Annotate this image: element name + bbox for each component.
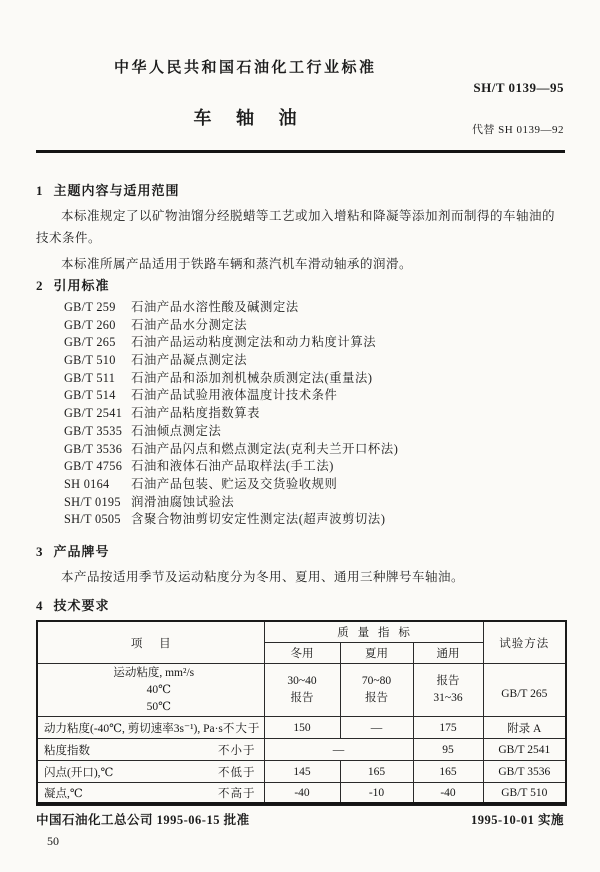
- section-1-title: 主题内容与适用范围: [53, 183, 180, 198]
- spec-table: [36, 620, 567, 806]
- kinematic-viscosity-label: 运动粘度, mm²/s: [113, 667, 195, 679]
- reference-item: [36, 352, 566, 370]
- scope-paragraph-2: 本标准所属产品适用于铁路车辆和蒸汽机车滑动轴承的润滑。: [61, 256, 413, 271]
- col-header-winter: 冬用: [264, 643, 340, 664]
- reference-item: [36, 334, 566, 352]
- reference-title: 石油和液体石油产品取样法(手工法): [131, 459, 334, 474]
- reference-item: [36, 299, 566, 317]
- winter-viscosity-values: [264, 664, 340, 717]
- reference-item: [36, 494, 566, 512]
- header-divider: [36, 150, 565, 153]
- section-1-heading: [36, 180, 180, 199]
- reference-item: [36, 387, 566, 405]
- col-header-quality-index: 质 量 指 标: [264, 621, 483, 643]
- dynamic-viscosity-item: [37, 717, 264, 739]
- reference-code: GB/T 260: [64, 317, 116, 332]
- reference-item: [36, 405, 566, 423]
- reference-code: GB/T 510: [64, 353, 116, 368]
- reference-item: [36, 458, 566, 476]
- pour-point-winter: -40: [264, 783, 340, 805]
- section-3-number: 3: [36, 544, 44, 559]
- pour-point-method: GB/T 510: [483, 783, 566, 805]
- section-3-body: [36, 566, 566, 588]
- viscosity-index-item: [37, 739, 264, 761]
- summer-50-value: 报告: [365, 692, 388, 704]
- section-4-title: 技术要求: [53, 598, 110, 613]
- reference-title: 石油产品水分测定法: [131, 317, 248, 332]
- reference-code: GB/T 514: [64, 388, 116, 403]
- document-title: 车 轴 油: [193, 108, 299, 128]
- reference-title: 石油产品水溶性酸及碱测定法: [131, 300, 299, 314]
- col-header-item: 项 目: [37, 621, 264, 664]
- spec-table-container: [36, 620, 565, 806]
- viscosity-index-winter-summer: —: [264, 739, 413, 761]
- reference-code: GB/T 259: [64, 300, 116, 314]
- section-2-heading: [36, 275, 110, 294]
- general-40-value: 报告: [436, 675, 460, 687]
- section-4-number: 4: [36, 598, 44, 613]
- reference-code: GB/T 3536: [64, 441, 123, 456]
- reference-item: [36, 317, 566, 335]
- reference-title: 含聚合物油剪切安定性测定法(超声波剪切法): [131, 512, 386, 527]
- flash-point-item: [37, 761, 264, 783]
- kinematic-viscosity-row: [37, 664, 566, 717]
- section-2-number: 2: [36, 278, 44, 293]
- section-2-title: 引用标准: [53, 278, 110, 293]
- reference-title: 石油产品包装、贮运及交货验收规则: [131, 476, 338, 491]
- dynamic-viscosity-label: 动力粘度(-40℃, 剪切速率3s⁻¹), Pa·s: [44, 722, 223, 735]
- flash-point-general: 165: [413, 761, 483, 783]
- viscosity-index-method: GB/T 2541: [483, 739, 566, 761]
- reference-code: SH 0164: [64, 476, 110, 491]
- replaces-note: 代替 SH 0139—92: [471, 124, 564, 136]
- summer-40-value: 70~80: [361, 675, 392, 687]
- page-number: 50: [47, 834, 59, 848]
- dynamic-viscosity-winter: 150: [264, 717, 340, 739]
- dynamic-viscosity-method: 附录 A: [483, 717, 566, 739]
- dynamic-viscosity-qualifier: 不大于: [222, 722, 261, 735]
- section-3-title: 产品牌号: [53, 544, 110, 559]
- flash-point-summer: 165: [340, 761, 413, 783]
- general-viscosity-values: [413, 664, 483, 717]
- kinematic-viscosity-method: GB/T 265: [483, 664, 566, 717]
- reference-title: 石油产品闪点和燃点测定法(克利夫兰开口杯法): [131, 441, 399, 456]
- implementation-note: 1995-10-01 实施: [471, 813, 564, 827]
- reference-code: SH/T 0505: [64, 512, 121, 527]
- authority-line: 中华人民共和国石油化工行业标准: [114, 60, 377, 76]
- summer-viscosity-values: [340, 664, 413, 717]
- grades-paragraph: 本产品按适用季节及运动粘度分为冬用、夏用、通用三种牌号车轴油。: [61, 570, 465, 584]
- reference-code: SH/T 0195: [64, 494, 121, 509]
- flash-point-label: 闪点(开口),℃: [44, 766, 114, 779]
- dynamic-viscosity-row: [37, 717, 566, 739]
- footer-divider: [36, 802, 565, 805]
- reference-item: [36, 441, 566, 459]
- dynamic-viscosity-summer: —: [340, 717, 413, 739]
- winter-50-value: 报告: [290, 692, 314, 704]
- flash-point-row: [37, 761, 566, 783]
- viscosity-index-general: 95: [413, 739, 483, 761]
- reference-item: [36, 511, 566, 529]
- reference-title: 石油产品运动粘度测定法和动力粘度计算法: [131, 335, 377, 350]
- pour-point-summer: -10: [340, 783, 413, 805]
- pour-point-qualifier: 不高于: [218, 788, 256, 801]
- section-1-body: [36, 205, 566, 275]
- reference-title: 石油倾点测定法: [131, 423, 222, 438]
- pour-point-label: 凝点,℃: [44, 788, 83, 801]
- reference-code: GB/T 4756: [64, 459, 123, 474]
- col-header-summer: 夏用: [340, 643, 413, 664]
- reference-item: [36, 370, 566, 388]
- col-header-general: 通用: [413, 643, 483, 664]
- table-header-row-1: [37, 621, 566, 643]
- pour-point-general: -40: [413, 783, 483, 805]
- temp-40-label: 40℃: [146, 684, 171, 696]
- reference-title: 石油产品和添加剂机械杂质测定法(重量法): [131, 370, 373, 385]
- scope-paragraph-1: 本标准规定了以矿物油馏分经脱蜡等工艺或加入增粘和降凝等添加剂而制得的车轴油的技术条件。: [36, 209, 556, 246]
- reference-item: [36, 423, 566, 441]
- standard-code: SH/T 0139—95: [473, 80, 564, 95]
- general-50-value: 31~36: [433, 692, 463, 704]
- approval-note: 中国石油化工总公司 1995-06-15 批准: [36, 813, 250, 827]
- section-1-number: 1: [36, 183, 44, 198]
- flash-point-winter: 145: [264, 761, 340, 783]
- temp-50-label: 50℃: [146, 701, 171, 713]
- col-header-test-method: 试验方法: [483, 621, 566, 664]
- viscosity-index-qualifier: 不小于: [218, 744, 256, 757]
- section-3-heading: [36, 541, 110, 560]
- reference-title: 石油产品凝点测定法: [131, 353, 248, 368]
- kinematic-viscosity-item: [37, 664, 264, 717]
- reference-code: GB/T 3535: [64, 423, 123, 438]
- reference-item: [36, 476, 566, 494]
- section-4-heading: [36, 595, 110, 614]
- reference-title: 润滑油腐蚀试验法: [131, 494, 235, 509]
- viscosity-index-row: [37, 739, 566, 761]
- flash-point-method: GB/T 3536: [483, 761, 566, 783]
- reference-code: GB/T 511: [64, 370, 116, 385]
- references-list: [36, 299, 566, 529]
- reference-code: GB/T 2541: [64, 406, 123, 421]
- viscosity-index-label: 粘度指数: [44, 744, 90, 757]
- reference-title: 石油产品粘度指数算表: [131, 406, 261, 421]
- dynamic-viscosity-general: 175: [413, 717, 483, 739]
- reference-title: 石油产品试验用液体温度计技术条件: [131, 388, 338, 403]
- reference-code: GB/T 265: [64, 335, 116, 350]
- flash-point-qualifier: 不低于: [218, 766, 256, 779]
- winter-40-value: 30~40: [287, 675, 317, 687]
